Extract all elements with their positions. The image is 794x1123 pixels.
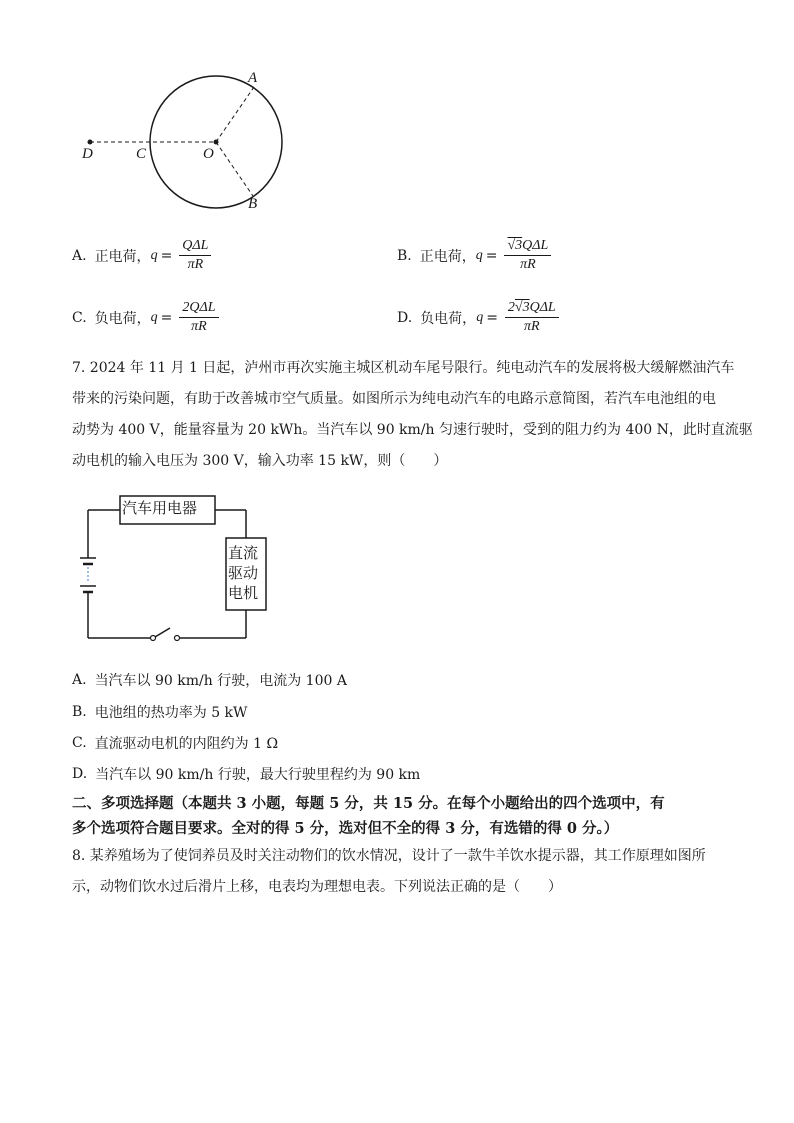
q7-option-c[interactable]: C. 直流驱动电机的内阻约为 1 Ω <box>72 735 279 752</box>
appliance-label: 汽车用电器 <box>122 499 198 517</box>
dashed-line-OA <box>216 87 254 142</box>
label-O: O <box>203 146 214 162</box>
q6-option-c[interactable]: C. 负电荷， q = $\frac{\text{2QΔL}}{\pi R}$ <box>72 300 219 335</box>
q8-stem <box>72 841 706 903</box>
point-D <box>88 140 93 145</box>
section-heading: 二、多项选择题（本题共 3 小题，每题 5 分，共 15 分。在每个小题给出的四个选项中，有 多个选项符合题目要求。全对的得 5 分，选对但不全的得 3 分，有选错的得 0 分。） <box>72 795 665 837</box>
q6-option-b[interactable]: B. 正电荷， q = $\frac{\text{√3QΔL}}{\pi R}$ <box>397 238 551 273</box>
q7-line: 带来的污染问题，有助于改善城市空气质量。如图所示为纯电动汽车的电路示意简图，若汽车电池组的电 <box>72 391 716 407</box>
label-C: C <box>136 146 147 162</box>
formula-fraction: $\frac{\text{√3QΔL}}{\pi R}$ <box>504 238 551 273</box>
q7-option-b[interactable]: B. 电池组的热功率为 5 kW <box>72 704 248 721</box>
q7-option-d[interactable]: D. 当汽车以 90 km/h 行驶，最大行驶里程约为 90 km <box>72 766 421 783</box>
label-D: D <box>82 146 93 162</box>
q6-option-d[interactable]: D. 负电荷， q = $\frac{\text{2√3QΔL}}{\pi R}$ <box>397 300 559 335</box>
q7-stem <box>72 353 753 477</box>
q8-line: 示，动物们饮水过后滑片上移，电表均为理想电表。下列说法正确的是（ ） <box>72 879 562 895</box>
label-A: A <box>248 70 258 86</box>
q7-option-a[interactable]: A. 当汽车以 90 km/h 行驶，电流为 100 A <box>72 672 347 689</box>
formula-fraction: $\frac{\text{QΔL}}{\pi R}$ <box>179 238 211 273</box>
dashed-line-OB <box>216 142 253 196</box>
point-O <box>214 140 219 145</box>
switch-symbol <box>151 628 180 641</box>
motor-label: 直流 驱动 电机 <box>228 544 259 602</box>
battery-symbol <box>80 558 96 592</box>
formula-fraction: $\frac{\text{2QΔL}}{\pi R}$ <box>179 300 218 335</box>
q7-line: 动电机的输入电压为 300 V，输入功率 15 kW，则（ ） <box>72 453 448 469</box>
q7-line: 动势为 400 V，能量容量为 20 kWh。当汽车以 90 km/h 匀速行驶时，受到的阻力约为 400 N，此时直流驱 <box>72 422 753 438</box>
formula-fraction: $\frac{\text{2√3QΔL}}{\pi R}$ <box>505 300 559 335</box>
q7-line: 7. 2024 年 11 月 1 日起，泸州市再次实施主城区机动车尾号限行。纯电动汽车的发展将极大缓解燃油汽车 <box>72 360 735 376</box>
q6-option-a[interactable]: A. 正电荷， q = $\frac{\text{QΔL}}{\pi R}$ <box>72 238 211 273</box>
q8-line: 8. 某养殖场为了使饲养员及时关注动物们的饮水情况，设计了一款牛羊饮水提示器，其工作原理如图所 <box>72 848 706 864</box>
label-B: B <box>248 196 258 212</box>
circle-figure <box>70 65 300 220</box>
